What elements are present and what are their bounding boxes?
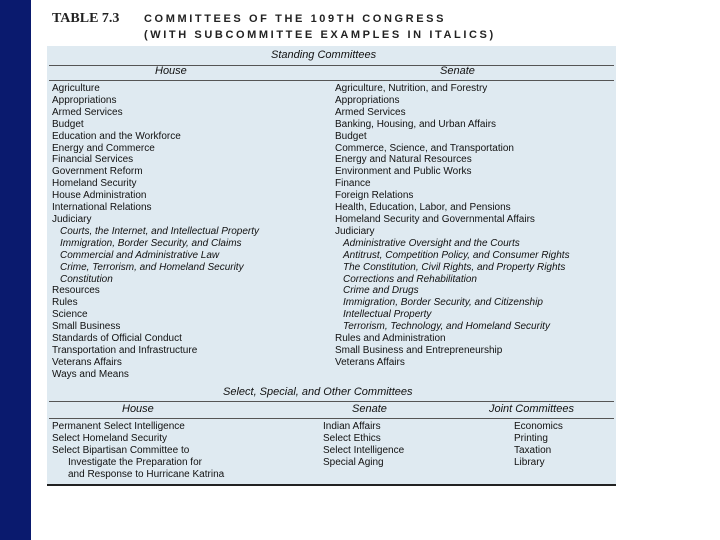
subcommittee-item: Crime and Drugs bbox=[343, 285, 419, 297]
subcommittee-item: Constitution bbox=[60, 273, 113, 285]
standing-house-header: House bbox=[155, 65, 187, 77]
committee-item: Library bbox=[514, 456, 545, 468]
committee-item: International Relations bbox=[52, 202, 152, 214]
standing-committees-title: Standing Committees bbox=[271, 49, 377, 61]
committee-item: Commerce, Science, and Transportation bbox=[335, 142, 514, 154]
committee-item: Indian Affairs bbox=[323, 421, 381, 432]
subcommittee-item: Commercial and Administrative Law bbox=[60, 249, 220, 261]
subcommittee-item: Antitrust, Competition Policy, and Consumer Rights bbox=[343, 249, 570, 261]
select-senate-header: Senate bbox=[352, 403, 387, 415]
committee-item: Printing bbox=[514, 432, 548, 444]
committee-item: Energy and Commerce bbox=[52, 142, 155, 154]
committee-item: Government Reform bbox=[52, 166, 143, 178]
committee-item: Appropriations bbox=[335, 94, 400, 106]
section-divider bbox=[49, 65, 614, 66]
committee-item: and Response to Hurricane Katrina bbox=[68, 468, 225, 480]
subcommittee-item: Immigration, Border Security, and Claims bbox=[60, 237, 242, 249]
standing-house-list bbox=[52, 83, 259, 381]
committee-item: Standards of Official Conduct bbox=[52, 333, 182, 345]
committee-item: Transportation and Infrastructure bbox=[52, 344, 198, 356]
select-house-header: House bbox=[122, 403, 154, 415]
committee-item: Health, Education, Labor, and Pensions bbox=[335, 202, 511, 214]
committee-item: Resources bbox=[52, 285, 100, 297]
committee-item: Veterans Affairs bbox=[335, 356, 405, 368]
committee-item: Permanent Select Intelligence bbox=[52, 421, 185, 432]
committee-item: Environment and Public Works bbox=[335, 166, 472, 178]
sidebar-divider bbox=[31, 0, 34, 540]
standing-senate-header: Senate bbox=[440, 65, 475, 77]
table-number: TABLE 7.3 bbox=[52, 11, 120, 26]
committee-item: Education and the Workforce bbox=[52, 130, 181, 142]
committee-item: Taxation bbox=[514, 444, 552, 456]
subcommittee-item: Terrorism, Technology, and Homeland Security bbox=[343, 321, 550, 333]
committee-item: House Administration bbox=[52, 190, 147, 202]
table-title: COMMITTEES OF THE 109TH CONGRESS bbox=[144, 13, 447, 25]
select-senate-list bbox=[323, 421, 404, 469]
subcommittee-item: Administrative Oversight and the Courts bbox=[343, 237, 520, 249]
committee-item: Select Homeland Security bbox=[52, 432, 168, 444]
standing-senate-list bbox=[335, 83, 570, 369]
table-subtitle: (WITH SUBCOMMITTEE EXAMPLES IN ITALICS) bbox=[144, 29, 496, 41]
committee-item: Banking, Housing, and Urban Affairs bbox=[335, 118, 497, 130]
subcommittee-item: Intellectual Property bbox=[343, 309, 432, 321]
committee-item: Small Business bbox=[52, 321, 121, 333]
blue-sidebar bbox=[0, 0, 31, 540]
committee-item: Select Bipartisan Committee to bbox=[52, 444, 190, 456]
committee-item: Appropriations bbox=[52, 94, 117, 106]
committee-item: Homeland Security and Governmental Affairs bbox=[335, 213, 535, 225]
committee-item: Veterans Affairs bbox=[52, 356, 122, 368]
header-divider bbox=[49, 418, 614, 419]
table-heading bbox=[47, 10, 616, 46]
committee-item: Ways and Means bbox=[52, 368, 129, 380]
committee-item: Energy and Natural Resources bbox=[335, 154, 472, 166]
select-house-list bbox=[52, 421, 224, 481]
committee-item: Agriculture, Nutrition, and Forestry bbox=[335, 83, 488, 94]
committee-item: Agriculture bbox=[52, 83, 100, 94]
header-divider bbox=[49, 80, 614, 81]
joint-committees-header: Joint Committees bbox=[489, 403, 574, 415]
committees-table bbox=[47, 10, 616, 486]
committee-item: Special Aging bbox=[323, 456, 384, 468]
committee-item: Financial Services bbox=[52, 154, 134, 166]
subcommittee-item: Crime, Terrorism, and Homeland Security bbox=[60, 261, 244, 273]
subcommittee-item: Courts, the Internet, and Intellectual Property bbox=[60, 225, 259, 237]
subcommittee-item: Corrections and Rehabilitation bbox=[343, 273, 477, 285]
committee-item: Select Ethics bbox=[323, 432, 381, 444]
section-divider bbox=[49, 401, 614, 402]
committee-item: Budget bbox=[335, 130, 367, 142]
committee-item: Small Business and Entrepreneurship bbox=[335, 344, 503, 356]
committee-item: Judiciary bbox=[335, 225, 375, 237]
committee-item: Armed Services bbox=[52, 106, 123, 118]
committee-item: Select Intelligence bbox=[323, 444, 405, 456]
joint-committees-list bbox=[514, 421, 563, 469]
select-committees-title: Select, Special, and Other Committees bbox=[223, 386, 413, 398]
committee-item: Rules bbox=[52, 297, 78, 309]
subcommittee-item: The Constitution, Civil Rights, and Property Rights bbox=[343, 261, 566, 273]
committee-item: Rules and Administration bbox=[335, 333, 446, 345]
subcommittee-item: Immigration, Border Security, and Citizenship bbox=[343, 297, 543, 309]
committee-item: Judiciary bbox=[52, 213, 92, 225]
committee-item: Science bbox=[52, 309, 88, 321]
committee-item: Budget bbox=[52, 118, 84, 130]
committee-item: Finance bbox=[335, 178, 371, 190]
committee-item: Armed Services bbox=[335, 106, 406, 118]
committee-item: Investigate the Preparation for bbox=[68, 456, 202, 468]
committee-item: Foreign Relations bbox=[335, 190, 414, 202]
committee-item: Homeland Security bbox=[52, 178, 137, 190]
committee-item: Economics bbox=[514, 421, 563, 432]
